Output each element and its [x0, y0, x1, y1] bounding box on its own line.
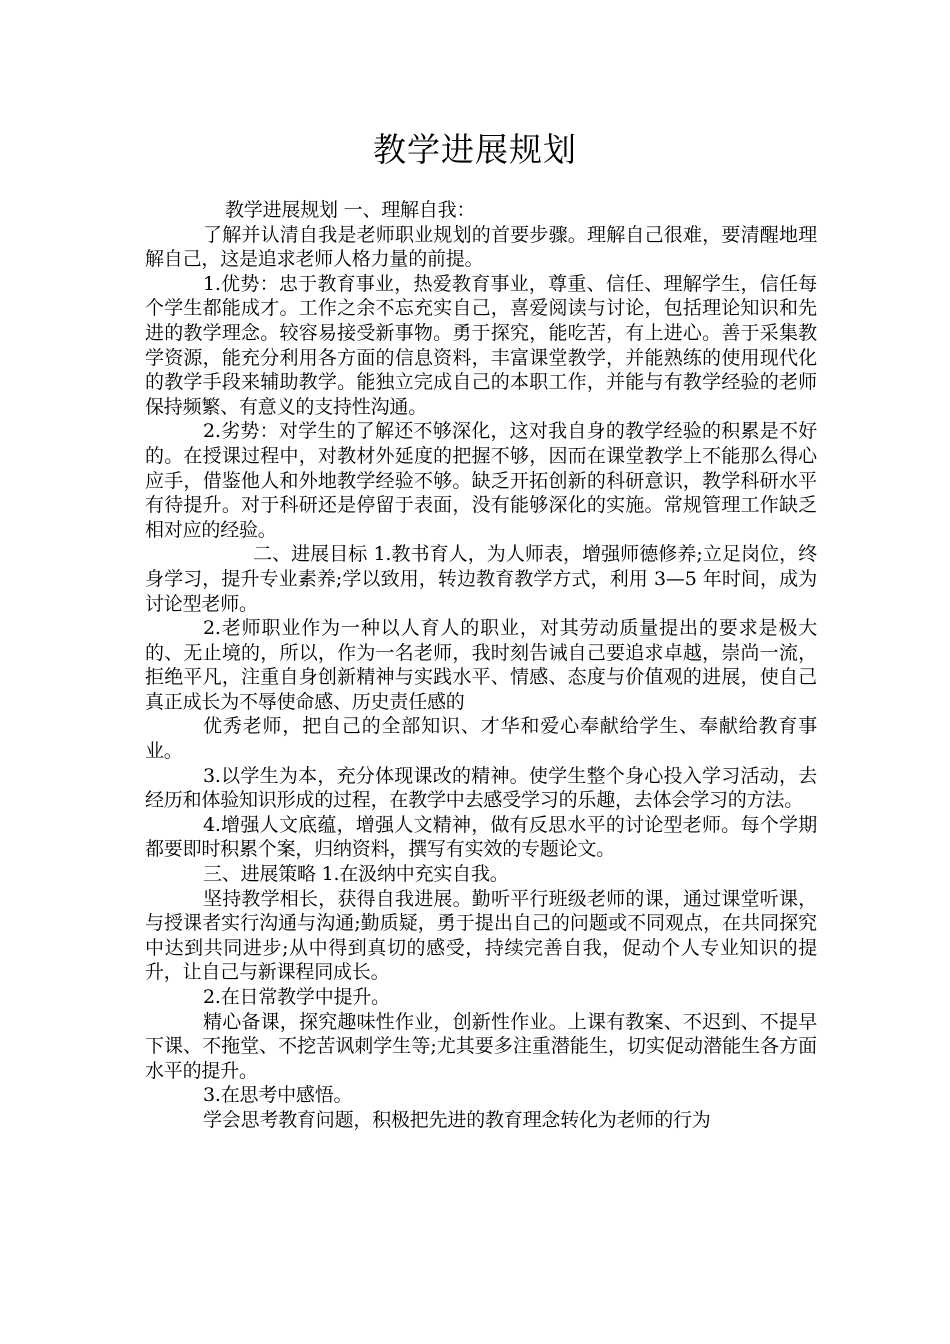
- paragraph-15: 学会思考教育问题，积极把先进的教育理念转化为老师的行为: [203, 1108, 711, 1131]
- paragraph-2: 了解并认清自我是老师职业规划的首要步骤。理解自己很难，要清醒地理解自己，这是追求老师人格力量的前提。: [145, 223, 817, 271]
- paragraph-8: 3.以学生为本，充分体现课改的精神。使学生整个身心投入学习活动，去经历和体验知识形成的过程，在教学中去感受学习的乐趣，去体会学习的方法。: [145, 764, 817, 812]
- paragraph-1: 教学进展规划 一、理解自我：: [225, 199, 476, 221]
- paragraph-6: 2.老师职业作为一种以人育人的职业，对其劳动质量提出的要求是极大的、无止境的，所以，作为一名老师，我时刻告诫自己要追求卓越，崇尚一流，拒绝平凡，注重自身创新精神与实践水平、情感、态度与价值观的进展，使自己真正成长为不辱使命感、历史责任感的: [145, 617, 817, 713]
- paragraph-7: 优秀老师，把自己的全部知识、才华和爱心奉献给学生、奉献给教育事业。: [145, 715, 817, 763]
- paragraph-9: 4.增强人文底蕴，增强人文精神，做有反思水平的讨论型老师。每个学期都要即时积累个案，归纳资料，撰写有实效的专题论文。: [145, 813, 817, 861]
- paragraph-3: 1.优势：忠于教育事业，热爱教育事业，尊重、信任、理解学生，信任每个学生都能成才。工作之余不忘充实自己，喜爱阅读与讨论，包括理论知识和先进的教学理念。较容易接受新事物。勇于探究，能吃苦，有上进心。善于采集教学资源，能充分利用各方面的信息资料，丰富课堂教学，并能熟练的使用现代化的教学手段来辅助教学。能独立完成自己的本职工作，并能与有教学经验的老师保持频繁、有意义的支持性沟通。: [145, 272, 817, 418]
- paragraph-13: 精心备课，探究趣味性作业，创新性作业。上课有教案、不迟到、不提早下课、不拖堂、不挖苦讽刺学生等;尤其要多注重潜能生，切实促动潜能生各方面水平的提升。: [145, 1010, 817, 1082]
- paragraph-11: 坚持教学相长，获得自我进展。勤听平行班级老师的课，通过课堂听课，与授课者实行沟通与沟通;勤质疑，勇于提出自己的问题或不同观点，在共同探究中达到共同进步;从中得到真切的感受，持续完善自我，促动个人专业知识的提升，让自己与新课程同成长。: [145, 887, 817, 984]
- document-body: [145, 198, 817, 1133]
- paragraph-10: 三、进展策略 1.在汲纳中充实自我。: [203, 863, 509, 886]
- document-title: 教学进展规划: [373, 130, 577, 169]
- paragraph-14: 3.在思考中感悟。: [203, 1084, 353, 1107]
- paragraph-4: 2.劣势：对学生的了解还不够深化，这对我自身的教学经验的积累是不好的。在授课过程中，对教材外延度的把握不够，因而在课堂教学上不能那么得心应手，借鉴他人和外地教学经验不够。缺乏开拓创新的科研意识，教学科研水平有待提升。对于科研还是停留于表面，没有能够深化的实施。常规管理工作缺乏相对应的经验。: [145, 420, 817, 541]
- paragraph-5: 二、进展目标 1.教书育人，为人师表，增强师德修养;立足岗位，终身学习，提升专业素养;学以致用，转边教育教学方式，利用 3—5 年时间，成为讨论型老师。: [145, 543, 817, 615]
- paragraph-12: 2.在日常教学中提升。: [203, 986, 390, 1008]
